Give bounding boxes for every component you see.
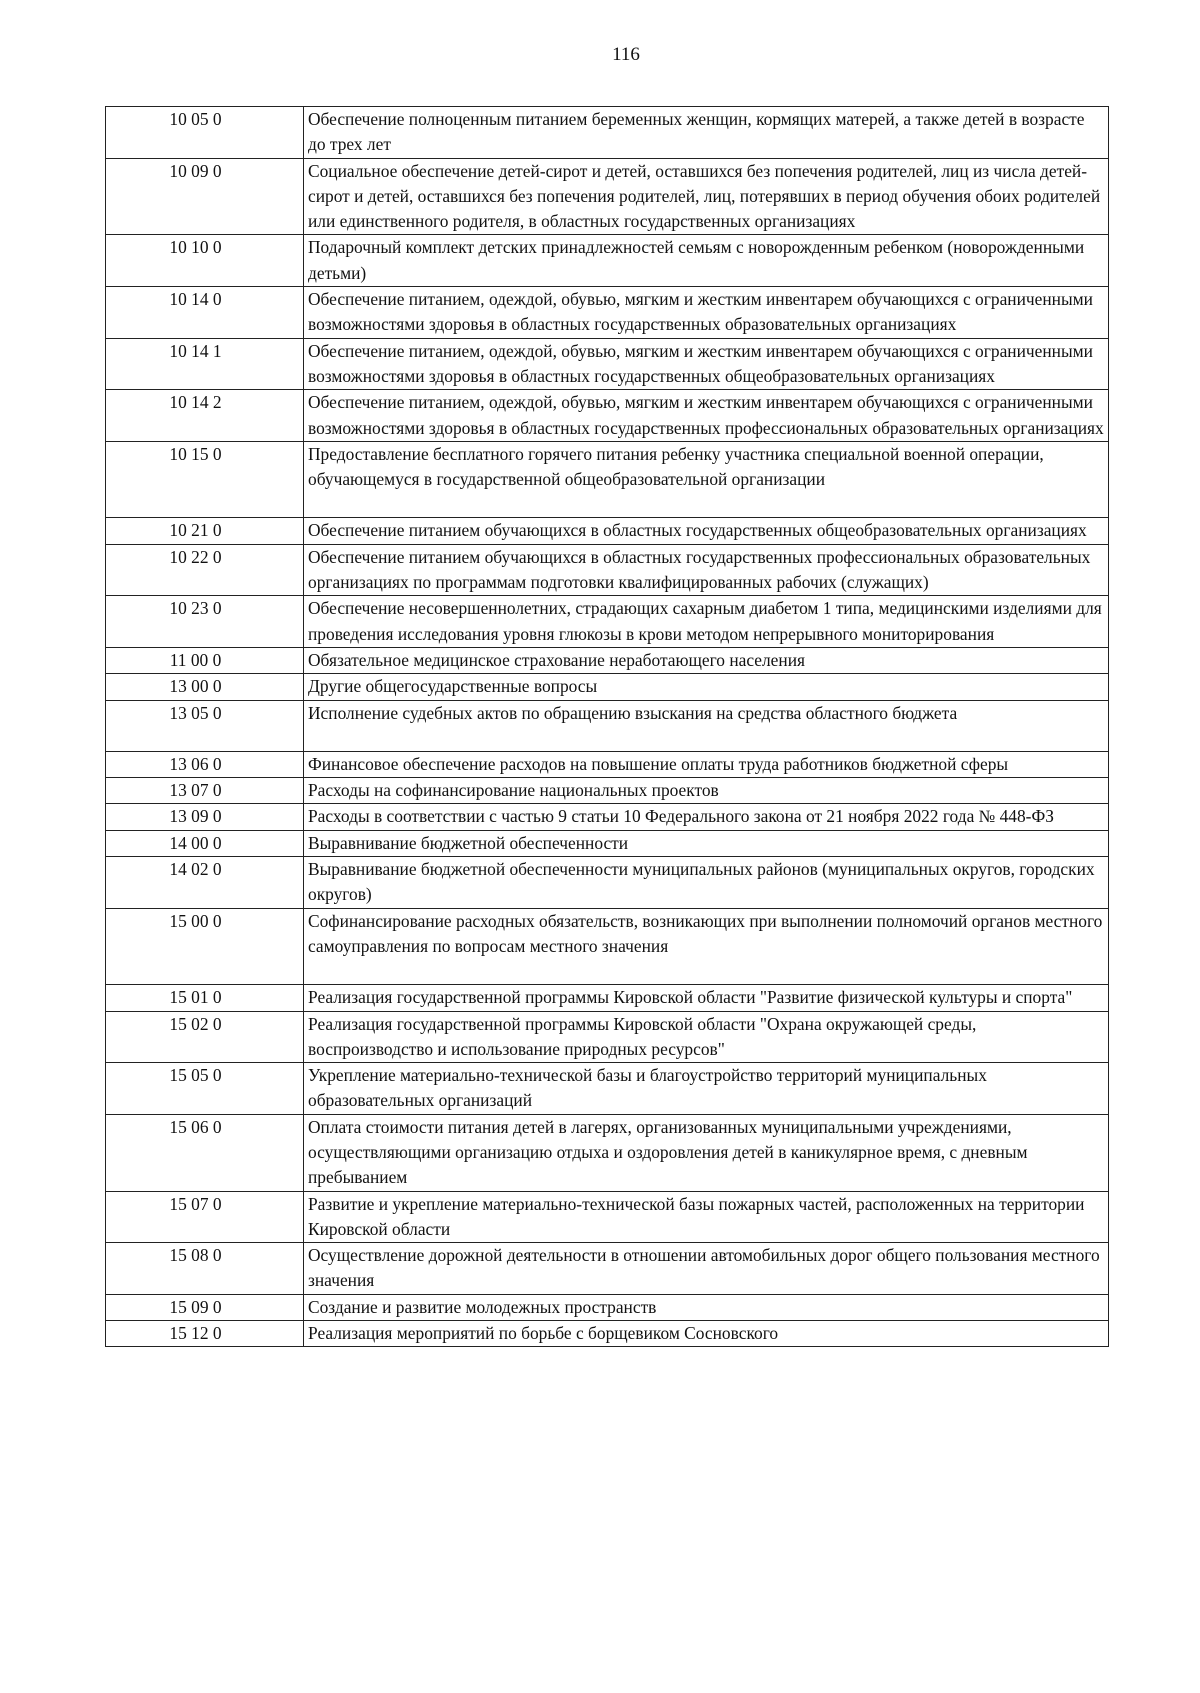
table-row [106, 158, 1109, 235]
table-row [106, 857, 1109, 909]
description-cell: Обеспечение питанием обучающихся в областных государственных профессиональных образовательных организациях по программам подготовки квалифицированных рабочих (служащих) [304, 544, 1109, 596]
description-cell: Обеспечение питанием, одеждой, обувью, мягким и жестким инвентарем обучающихся с ограниченными возможностями здоровья в областных государственных общеобразовательных организациях [304, 338, 1109, 390]
code-cell: 15 01 0 [106, 985, 304, 1011]
description-cell: Обеспечение питанием обучающихся в областных государственных общеобразовательных организациях [304, 518, 1109, 544]
description-cell: Выравнивание бюджетной обеспеченности муниципальных районов (муниципальных округов, городских округов) [304, 857, 1109, 909]
table-row [106, 107, 1109, 159]
table-row [106, 700, 1109, 751]
description-cell: Обеспечение питанием, одеждой, обувью, мягким и жестким инвентарем обучающихся с ограниченными возможностями здоровья в областных государственных профессиональных образовательных организациях [304, 390, 1109, 442]
table-row [106, 804, 1109, 830]
description-cell: Другие общегосударственные вопросы [304, 674, 1109, 700]
table-row [106, 1294, 1109, 1320]
description-cell: Развитие и укрепление материально-технической базы пожарных частей, расположенных на территории Кировской области [304, 1191, 1109, 1243]
description-cell: Реализация государственной программы Кировской области "Развитие физической культуры и спорта" [304, 985, 1109, 1011]
table-row [106, 1191, 1109, 1243]
table-row [106, 287, 1109, 339]
page-number: 116 [612, 44, 640, 65]
description-cell: Реализация мероприятий по борьбе с борщевиком Сосновского [304, 1321, 1109, 1347]
table-row [106, 1243, 1109, 1295]
description-cell: Финансовое обеспечение расходов на повышение оплаты труда работников бюджетной сферы [304, 751, 1109, 777]
description-cell: Создание и развитие молодежных пространств [304, 1294, 1109, 1320]
code-cell: 15 02 0 [106, 1011, 304, 1063]
table-row [106, 338, 1109, 390]
code-cell: 15 07 0 [106, 1191, 304, 1243]
code-cell: 10 14 0 [106, 287, 304, 339]
description-cell: Осуществление дорожной деятельности в отношении автомобильных дорог общего пользования местного значения [304, 1243, 1109, 1295]
code-cell: 13 05 0 [106, 700, 304, 751]
table-row [106, 596, 1109, 648]
code-cell: 14 02 0 [106, 857, 304, 909]
code-cell: 13 07 0 [106, 778, 304, 804]
code-cell: 10 14 2 [106, 390, 304, 442]
code-cell: 15 05 0 [106, 1063, 304, 1115]
code-cell: 15 12 0 [106, 1321, 304, 1347]
code-cell: 10 05 0 [106, 107, 304, 159]
code-cell: 15 00 0 [106, 908, 304, 985]
table-row [106, 830, 1109, 856]
code-cell: 15 06 0 [106, 1114, 304, 1191]
code-cell: 10 22 0 [106, 544, 304, 596]
description-cell: Социальное обеспечение детей-сирот и детей, оставшихся без попечения родителей, лиц из числа детей-сирот и детей, оставшихся без попечения родителей, лиц, потерявших в период обучения обоих родителей или единственного родителя, в областных государственных организациях [304, 158, 1109, 235]
description-cell: Укрепление материально-технической базы и благоустройство территорий муниципальных образовательных организаций [304, 1063, 1109, 1115]
budget-codes-table [105, 106, 1109, 1347]
table-row [106, 1321, 1109, 1347]
table-row [106, 390, 1109, 442]
description-cell: Обязательное медицинское страхование неработающего населения [304, 647, 1109, 673]
description-cell: Обеспечение полноценным питанием беременных женщин, кормящих матерей, а также детей в возрасте до трех лет [304, 107, 1109, 159]
table-row [106, 1063, 1109, 1115]
description-cell: Обеспечение питанием, одеждой, обувью, мягким и жестким инвентарем обучающихся с ограниченными возможностями здоровья в областных государственных образовательных организациях [304, 287, 1109, 339]
description-cell: Расходы в соответствии с частью 9 статьи 10 Федерального закона от 21 ноября 2022 года № 448-ФЗ [304, 804, 1109, 830]
code-cell: 11 00 0 [106, 647, 304, 673]
table-row [106, 778, 1109, 804]
code-cell: 10 23 0 [106, 596, 304, 648]
table-row [106, 908, 1109, 985]
code-cell: 10 21 0 [106, 518, 304, 544]
table-row [106, 674, 1109, 700]
table-row [106, 751, 1109, 777]
code-cell: 10 10 0 [106, 235, 304, 287]
code-cell: 15 09 0 [106, 1294, 304, 1320]
table-row [106, 647, 1109, 673]
description-cell: Оплата стоимости питания детей в лагерях, организованных муниципальными учреждениями, осуществляющими организацию отдыха и оздоровления детей в каникулярное время, с дневным пребыванием [304, 1114, 1109, 1191]
description-cell: Предоставление бесплатного горячего питания ребенку участника специальной военной операции, обучающемуся в государственной общеобразовательной организации [304, 441, 1109, 518]
table-row [106, 1114, 1109, 1191]
description-cell: Подарочный комплект детских принадлежностей семьям с новорожденным ребенком (новорожденными детьми) [304, 235, 1109, 287]
description-cell: Выравнивание бюджетной обеспеченности [304, 830, 1109, 856]
code-cell: 13 00 0 [106, 674, 304, 700]
code-cell: 10 09 0 [106, 158, 304, 235]
table-row [106, 544, 1109, 596]
table-row [106, 1011, 1109, 1063]
table-row [106, 441, 1109, 518]
code-cell: 14 00 0 [106, 830, 304, 856]
description-cell: Софинансирование расходных обязательств, возникающих при выполнении полномочий органов местного самоуправления по вопросам местного значения [304, 908, 1109, 985]
code-cell: 13 09 0 [106, 804, 304, 830]
table-row [106, 235, 1109, 287]
table-row [106, 518, 1109, 544]
code-cell: 13 06 0 [106, 751, 304, 777]
description-cell: Исполнение судебных актов по обращению взыскания на средства областного бюджета [304, 700, 1109, 751]
description-cell: Обеспечение несовершеннолетних, страдающих сахарным диабетом 1 типа, медицинскими изделиями для проведения исследования уровня глюкозы в крови методом непрерывного мониторирования [304, 596, 1109, 648]
code-cell: 15 08 0 [106, 1243, 304, 1295]
code-cell: 10 14 1 [106, 338, 304, 390]
description-cell: Реализация государственной программы Кировской области "Охрана окружающей среды, воспроизводство и использование природных ресурсов" [304, 1011, 1109, 1063]
table-row [106, 985, 1109, 1011]
code-cell: 10 15 0 [106, 441, 304, 518]
description-cell: Расходы на софинансирование национальных проектов [304, 778, 1109, 804]
